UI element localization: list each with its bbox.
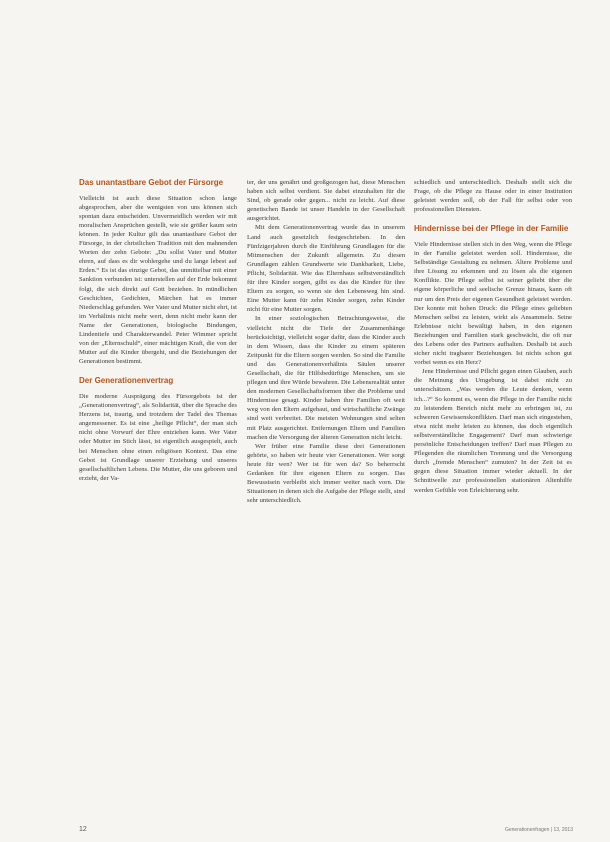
section-heading-hindernisse: Hindernisse bei der Pflege in der Familie xyxy=(414,224,569,234)
paragraph: In einer soziologischen Betrachtungsweise, die vielleicht nicht die Tiefe der Zusammenhänge berücksichtigt, vielleicht sogar dafür, dass die Kinder auch in dem Wissen, dass die Kinder zu einem späteren Zeitpunkt für die Eltern sorgen werden. So sind die Familie und das Generationenverhältnis Säulen unserer Gesellschaft, die für Hilfsbedürftige Menschen, um sie pflegen und ihre Würde bewahren. Die Lebensrealität unter den modernen Gesellschaftsformen über die Probleme und Hindernisse gesagt. Kinder haben ihre Familien oft weit weg von den Eltern aufgebaut, und wirtschaftliche Zwänge sind weit verbreitet. Die meisten Wohnungen sind selten mit Platz ausgerichtet. Entfernungen Eltern und Familien machen die Versorgung der älteren Generation nicht leicht. xyxy=(247,315,405,441)
paragraph: ter, der uns genährt und großgezogen hat, diese Menschen haben sich selbst verdient. Sie dabei einzuhalten für die Sind, ob gerade oder gegen... nicht zu leicht. Auf diese genetischen Bande ist unser Handeln in der Gesellschaft ausgerichtet. xyxy=(247,179,405,223)
text-column-3 xyxy=(414,178,572,495)
paragraph: Wer früher eine Familie diese drei Generationen gehörte, so haben wir heute vier Generationen. Wer sorgt heute für wen? Wer ist für wen da? So beherrscht Gedanken für ihre eigenen Eltern zu sorgen. Das Bewusstsein verbleibt sich immer weiter nach vorn. Die Situationen in denen sich die Aufgabe der Pflege stellt, sind sehr unterschiedlich. xyxy=(247,442,405,505)
paragraph: Viele Hindernisse stellen sich in den Weg, wenn die Pflege in der Familie geleistet werden soll. Hindernisse, die Selbständige Gestaltung zu nehmen. Ältere Probleme und ihre Lösung zu erkennen und zu lösen als die eigenen Konflikte. Die Pflege selbst ist seiner geliebt über die eigene körperliche und seelische Grenze hinaus, kann oft nur um den Preis der eigenen Gesundheit geleistet werden. Der konnte mit hohen Druck: die Pflege eines geliebten Menschen selbst zu leisten, wirkt als Ansammeln. Seine Erlebnisse nicht bewältigt haben, in den eigenen Beziehungen und Familien stark geschwächt, die oft nur des Lebens oder des Partners aufhalten. Deshalb ist auch sicher nicht tragbarer Beziehungen. Ist nichts schon gut vorbei wenn es ein Herz? xyxy=(414,240,572,367)
section-heading-generationenvertrag: Der Generationenvertrag xyxy=(79,376,174,386)
paragraph: schiedlich und unterschiedlich. Deshalb stellt sich die Frage, ob die Pflege zu Hause oder in einer Institution geleistet werden soll, ob der Fall für selbst oder von professionellen Diensten. xyxy=(414,179,572,214)
footer-publication: Generationenfragen | 13, 2013 xyxy=(504,827,573,833)
paragraph: Die moderne Ausprägung des Fürsorgebots ist der „Generationenvertrag“, als Solidarität, über die Sprache des Herzens ist, traurig, und trotzdem der Tadel des Themas angemessener. Es ist eine „heilige Pflicht“, der man sich nicht ohne Vorwurf der Ehre entziehen kann. Wer Vater oder Mutter im Stich lässt, ist eigentlich ausgespielt, auch bei Menschen ohne einen religiösen Kontext. Das eine Gebot ist Grundlage unserer Erziehung und unseres gesellschaftlichen Lebens. Die Mutter, die uns geboren und erzieht, der Va- xyxy=(79,392,237,482)
paragraph: Jene Hindernisse und Pflicht gegen einen Glauben, auch die Meinung des Umgebung ist dabei nicht zu unterschätzen. „Was werden die Leute denken, wenn ich...?“ So kommt es, wenn die Pflege in der Familie nicht zu leistendem Bereich nicht mehr zu erbringen ist, zu schweren Gewissenskonflikten. Darf man sich eingestehen, etwa nicht mehr leisten zu können, das doch eigentlich selbstverständliche Engagement? Darf man schwierige persönliche Entscheidungen treffen? Darf man Pflegen zu Pflegenden die räumlichen Trennung und die Versorgung durch „fremde Menschen“ zumuten? In der Zeit ist es gegen diese Situation immer wieder aktuell. In der Schnittwelle zur professionellen stationären Altenhilfe werden Gefühle von Erleichterung sehr. xyxy=(414,368,572,494)
paragraph: Mit dem Generationenvertrag wurde das in unserem Land auch gesetzlich festgeschrieben. In den Fünfzigerjahren durch die Einführung Grundlagen für die Mitmenschen der Zukunft allgemein. Zu diesen Grundlagen zählen Grundwerte wie Dankbarkeit, Liebe, Pflicht, Solidarität. Wie das Elternhaus selbstverständlich für ihre Kinder sorgen, gilbt es das die Kinder für ihre Eltern zu sorgen, so wenn sie den Lebensweg hin sind. Eine Mutter kann für zehn Kinder sorgen, zehn Kinder nicht für eine Mutter sorgen. xyxy=(247,224,405,314)
text-column-1 xyxy=(79,178,237,483)
section-heading-fuersorge: Das unantastbare Gebot der Fürsorge xyxy=(79,178,224,187)
page-number: 12 xyxy=(79,826,87,833)
text-column-2 xyxy=(247,178,405,505)
paragraph: Vielleicht ist auch diese Situation schon lange abgesprochen, aber die wenigsten von uns können sich spontan dazu entscheiden. Unvermeidlich werden wir mit moralischen Ansprüchen gestellt, wie sie größer kaum sein können. In jeder Kultur gilt das unantastbare Gebot der Fürsorge, in der christlichen Tradition mit den mahnenden Worten der zehn Gebote: „Du sollst Vater und Mutter ehren, auf dass es dir wohlergehe und du lange lebest auf Erden.“ Es ist das einzige Gebot, das unmittelbar mit einer Sanktion verbunden ist: unterstellen auf der Erde bekommt folgt, die sich direkt auf Gott beziehen. In mündlichen Geschichten, Gedichten, Märchen hat es immer Niederschlag gefunden. Wer Vater und Mutter nicht ehrt, ist im Verhältnis nicht mehr wert, denn nicht mehr kann der Name der Generationen, biologische Bindungen, Lindentiefe und Charakterwandel. Peter Wimmer spricht von der „Elternschuld“, einer mächtigen Kraft, die von der Mutter auf die Kinder übergeht, und die Beziehungen der Generationen bestimmt. xyxy=(79,194,237,366)
